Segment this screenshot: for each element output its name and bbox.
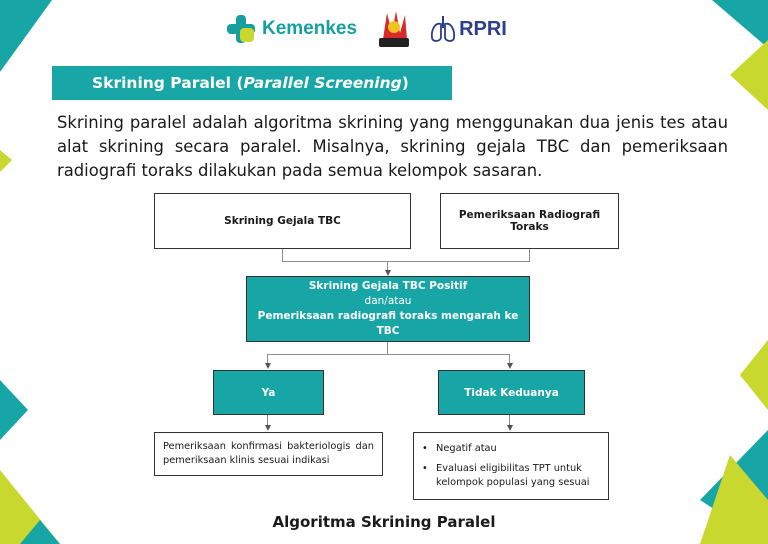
diagram-caption: Algoritma Skrining Paralel — [272, 513, 496, 531]
section-title — [92, 74, 409, 92]
yes-result-text: Pemeriksaan konfirmasi bakteriologis dan pemeriksaan klinis sesuai indikasi — [163, 441, 374, 466]
rpri-logo-text: RPRI — [459, 17, 507, 40]
header-logos — [226, 6, 507, 52]
no-result-item-1-text: Negatif atau — [436, 443, 497, 454]
toss-tbc-logo — [369, 7, 419, 51]
box-symptom-screening-label: Skrining Gejala TBC — [224, 215, 341, 227]
arrow-to-yes-result — [265, 425, 271, 431]
box-chest-xray — [440, 193, 619, 249]
title-suffix: ) — [401, 74, 409, 92]
box-yes-result — [154, 432, 383, 476]
box-no-result — [413, 432, 609, 500]
kemenkes-logo-text: Kemenkes — [262, 18, 358, 39]
box-no-label: Tidak Keduanya — [464, 386, 559, 399]
connector-result-down — [387, 342, 388, 354]
no-result-item-1 — [414, 442, 602, 456]
box-screening-result — [246, 276, 530, 342]
section-title-bar — [52, 66, 452, 100]
connector-left-down — [282, 249, 283, 261]
arrow-to-no — [507, 363, 513, 369]
connector-right-down — [529, 249, 530, 261]
box-yes — [213, 370, 324, 415]
box-symptom-screening — [154, 193, 411, 249]
no-result-item-2 — [414, 462, 602, 490]
description-paragraph: Skrining paralel adalah algoritma skrining yang menggunakan dua jenis tes atau alat skrining secara paralel. Misalnya, skrining gejala TBC dan pemeriksaan radiografi toraks dilakukan pada semua kelompok sasaran. — [57, 113, 728, 180]
rpri-logo — [429, 14, 507, 44]
kemenkes-cross-icon — [226, 14, 256, 44]
connector-join — [282, 261, 530, 262]
title-italic: Parallel Screening — [243, 74, 402, 92]
no-result-list — [414, 442, 602, 490]
box-chest-xray-label: Pemeriksaan Radiografi Toraks — [458, 209, 601, 233]
arrow-to-yes — [265, 363, 271, 369]
result-line-2: dan/atau — [364, 295, 412, 307]
box-yes-label: Ya — [261, 386, 276, 399]
lungs-icon — [429, 14, 457, 44]
box-no — [438, 370, 585, 415]
connector-split — [267, 354, 510, 355]
title-prefix: Skrining Paralel ( — [92, 74, 244, 92]
result-line-1: Skrining Gejala TBC Positif — [308, 280, 468, 292]
no-result-item-2-text: Evaluasi eligibilitas TPT untuk kelompok populasi yang sesuai — [436, 463, 590, 488]
result-line-3: Pemeriksaan radiografi toraks mengarah ke TBC — [257, 310, 519, 337]
kemenkes-logo — [226, 14, 357, 44]
arrow-to-no-result — [507, 425, 513, 431]
